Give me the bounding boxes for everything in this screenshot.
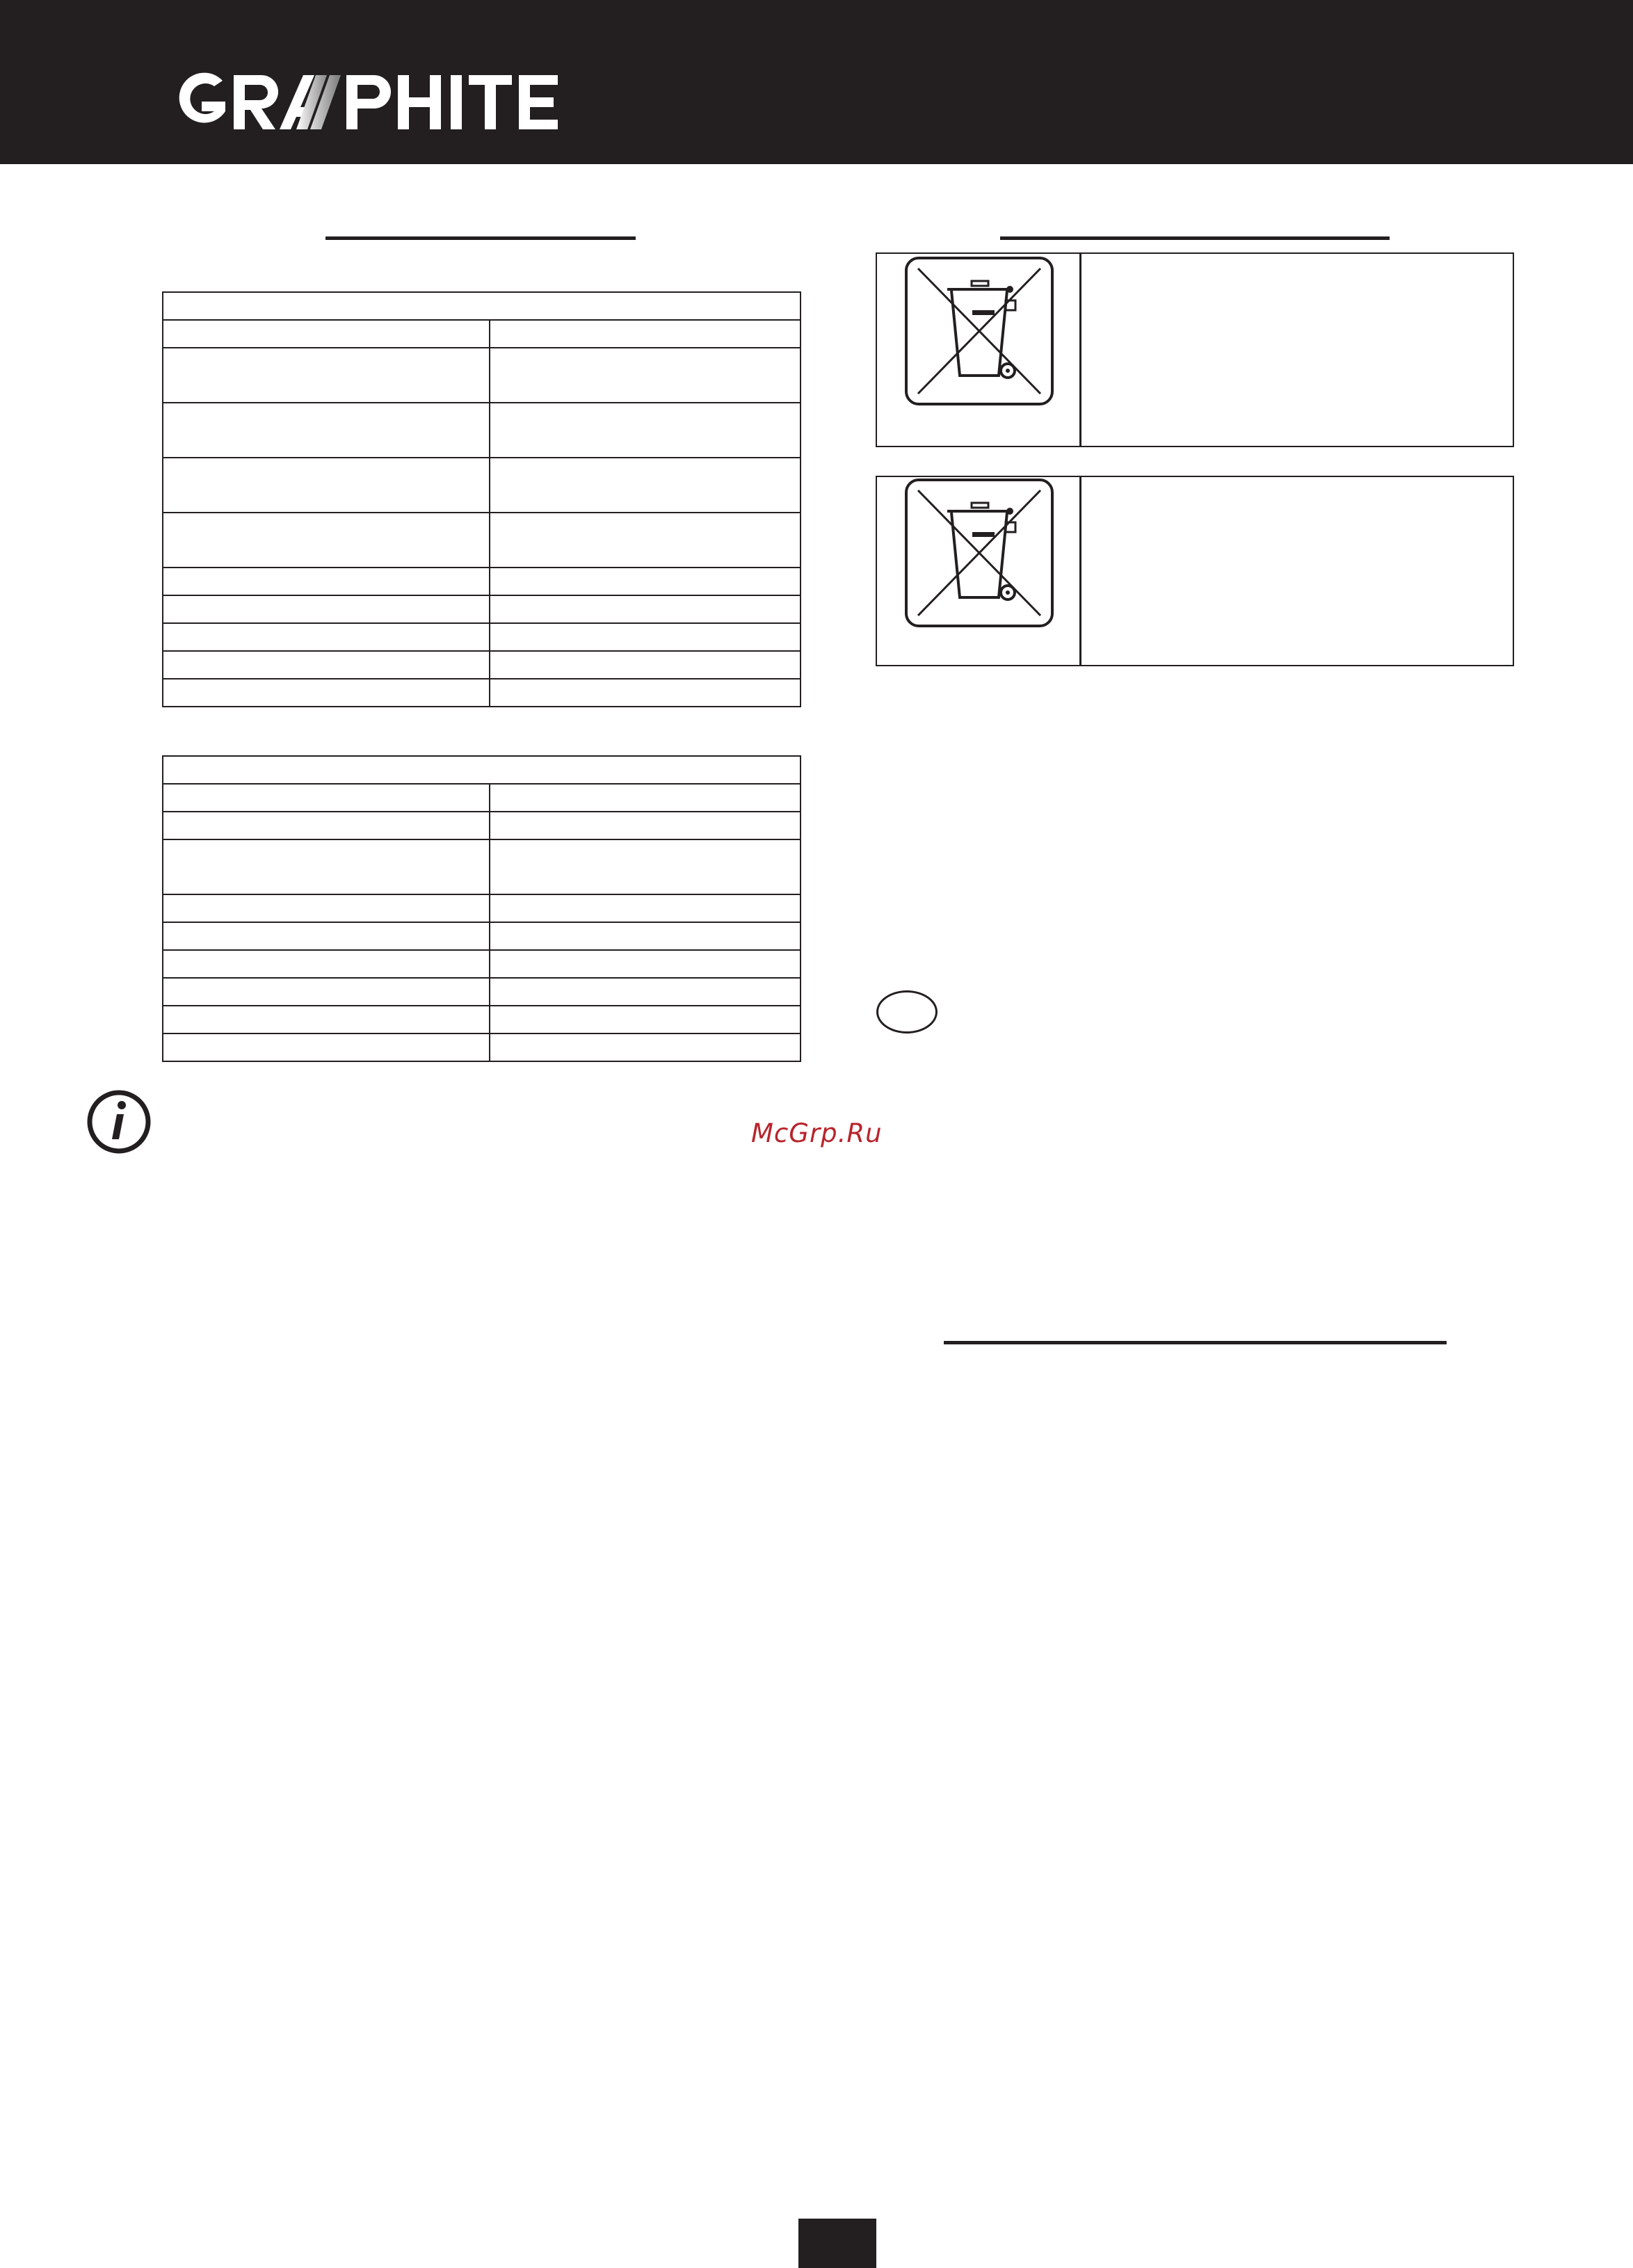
table-cell: [163, 1006, 490, 1034]
table-cell: [490, 812, 801, 839]
table-cell: [490, 348, 801, 403]
table-cell: [490, 950, 801, 978]
table-cell: [163, 784, 490, 812]
section-title-rule-right: [1000, 236, 1390, 240]
table-cell: [163, 651, 490, 679]
table-cell: [163, 950, 490, 978]
table-cell: [163, 978, 490, 1006]
table-cell: [490, 623, 801, 651]
table-cell: [163, 922, 490, 950]
table-cell: [490, 1006, 801, 1034]
table-cell: [163, 513, 490, 568]
table-cell: [163, 623, 490, 651]
table-cell: [163, 320, 490, 348]
box-divider: [1079, 254, 1081, 446]
specs-table-2: [162, 755, 801, 1062]
info-icon: [86, 1089, 152, 1155]
table-cell: [490, 679, 801, 707]
table-cell: [490, 978, 801, 1006]
watermark-text[interactable]: McGrp.Ru: [751, 1118, 883, 1148]
table-header-row: [163, 292, 801, 320]
weee-disposal-box-1: [876, 252, 1514, 447]
table-cell: [490, 568, 801, 595]
page-number-tab: [798, 2219, 876, 2268]
section-title-rule-left: [325, 236, 636, 240]
table-cell: [163, 812, 490, 839]
table-header-row: [163, 756, 801, 784]
table-cell: [163, 595, 490, 623]
table-cell: [163, 839, 490, 894]
table-cell: [490, 1034, 801, 1061]
weee-disposal-box-2: [876, 476, 1514, 666]
table-cell: [490, 651, 801, 679]
table-cell: [163, 1034, 490, 1061]
table-cell: [490, 320, 801, 348]
table-cell: [490, 595, 801, 623]
table-cell: [490, 894, 801, 922]
table-cell: [163, 568, 490, 595]
specs-table-1: [162, 291, 801, 707]
crossed-bin-icon: [904, 478, 1054, 628]
crossed-bin-icon: [904, 256, 1054, 406]
box-divider: [1079, 477, 1081, 665]
table-cell: [163, 894, 490, 922]
table-cell: [490, 458, 801, 513]
table-cell: [163, 458, 490, 513]
table-cell: [490, 922, 801, 950]
table-cell: [163, 679, 490, 707]
table-cell: [490, 513, 801, 568]
table-cell: [490, 784, 801, 812]
table-cell: [490, 839, 801, 894]
table-cell: [490, 403, 801, 458]
table-cell: [163, 348, 490, 403]
header-bar: [0, 0, 1633, 164]
graphite-logo: [171, 68, 561, 134]
section-title-rule-lower: [944, 1341, 1447, 1344]
table-cell: [163, 403, 490, 458]
country-code-oval: [876, 990, 938, 1034]
